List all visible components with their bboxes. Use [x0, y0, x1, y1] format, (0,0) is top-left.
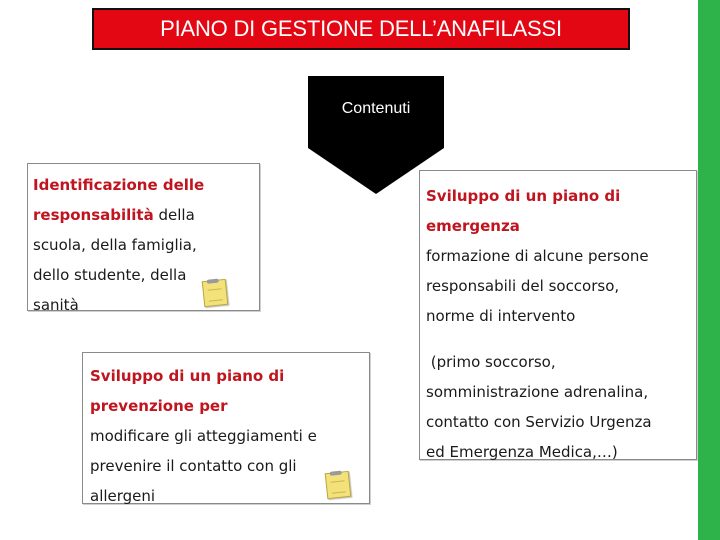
sticky-note-icon: [202, 279, 229, 307]
sticky-note-icon: [325, 471, 352, 499]
emergency-line6: (primo soccorso,: [426, 353, 556, 371]
responsibilities-line5: sanità: [33, 296, 79, 314]
prevention-line4: prevenire il contatto con gli: [90, 457, 297, 475]
prevention-heading-line1: Sviluppo di un piano di: [90, 367, 285, 385]
emergency-heading-line1: Sviluppo di un piano di: [426, 187, 621, 205]
emergency-line3: formazione di alcune persone: [426, 247, 649, 265]
responsibilities-line2-rest: della: [153, 206, 195, 224]
responsibilities-line3: scuola, della famiglia,: [33, 236, 197, 254]
emergency-heading-line2: emergenza: [426, 217, 520, 235]
emergency-line8: contatto con Servizio Urgenza: [426, 413, 652, 431]
emergency-box: [419, 170, 697, 460]
responsibilities-heading-line1: Identificazione delle: [33, 176, 205, 194]
responsibilities-line2: [33, 200, 251, 230]
emergency-line9: ed Emergenza Medica,…): [426, 443, 618, 461]
emergency-line7: somministrazione adrenalina,: [426, 383, 649, 401]
contents-label: Contenuti: [341, 100, 411, 117]
side-accent-bar: [698, 0, 720, 540]
prevention-line5: allergeni: [90, 487, 156, 505]
prevention-line3: modificare gli atteggiamenti e: [90, 427, 317, 445]
emergency-line5: norme di intervento: [426, 307, 576, 325]
page-title-text: PIANO DI GESTIONE DELL’ANAFILASSI: [160, 16, 562, 41]
prevention-heading-line2: prevenzione per: [90, 397, 228, 415]
page-title: [92, 8, 630, 50]
responsibilities-heading-line2: responsabilità: [33, 206, 154, 224]
responsibilities-line4: dello studente, della: [33, 266, 187, 284]
emergency-line4: responsabili del soccorso,: [426, 277, 620, 295]
